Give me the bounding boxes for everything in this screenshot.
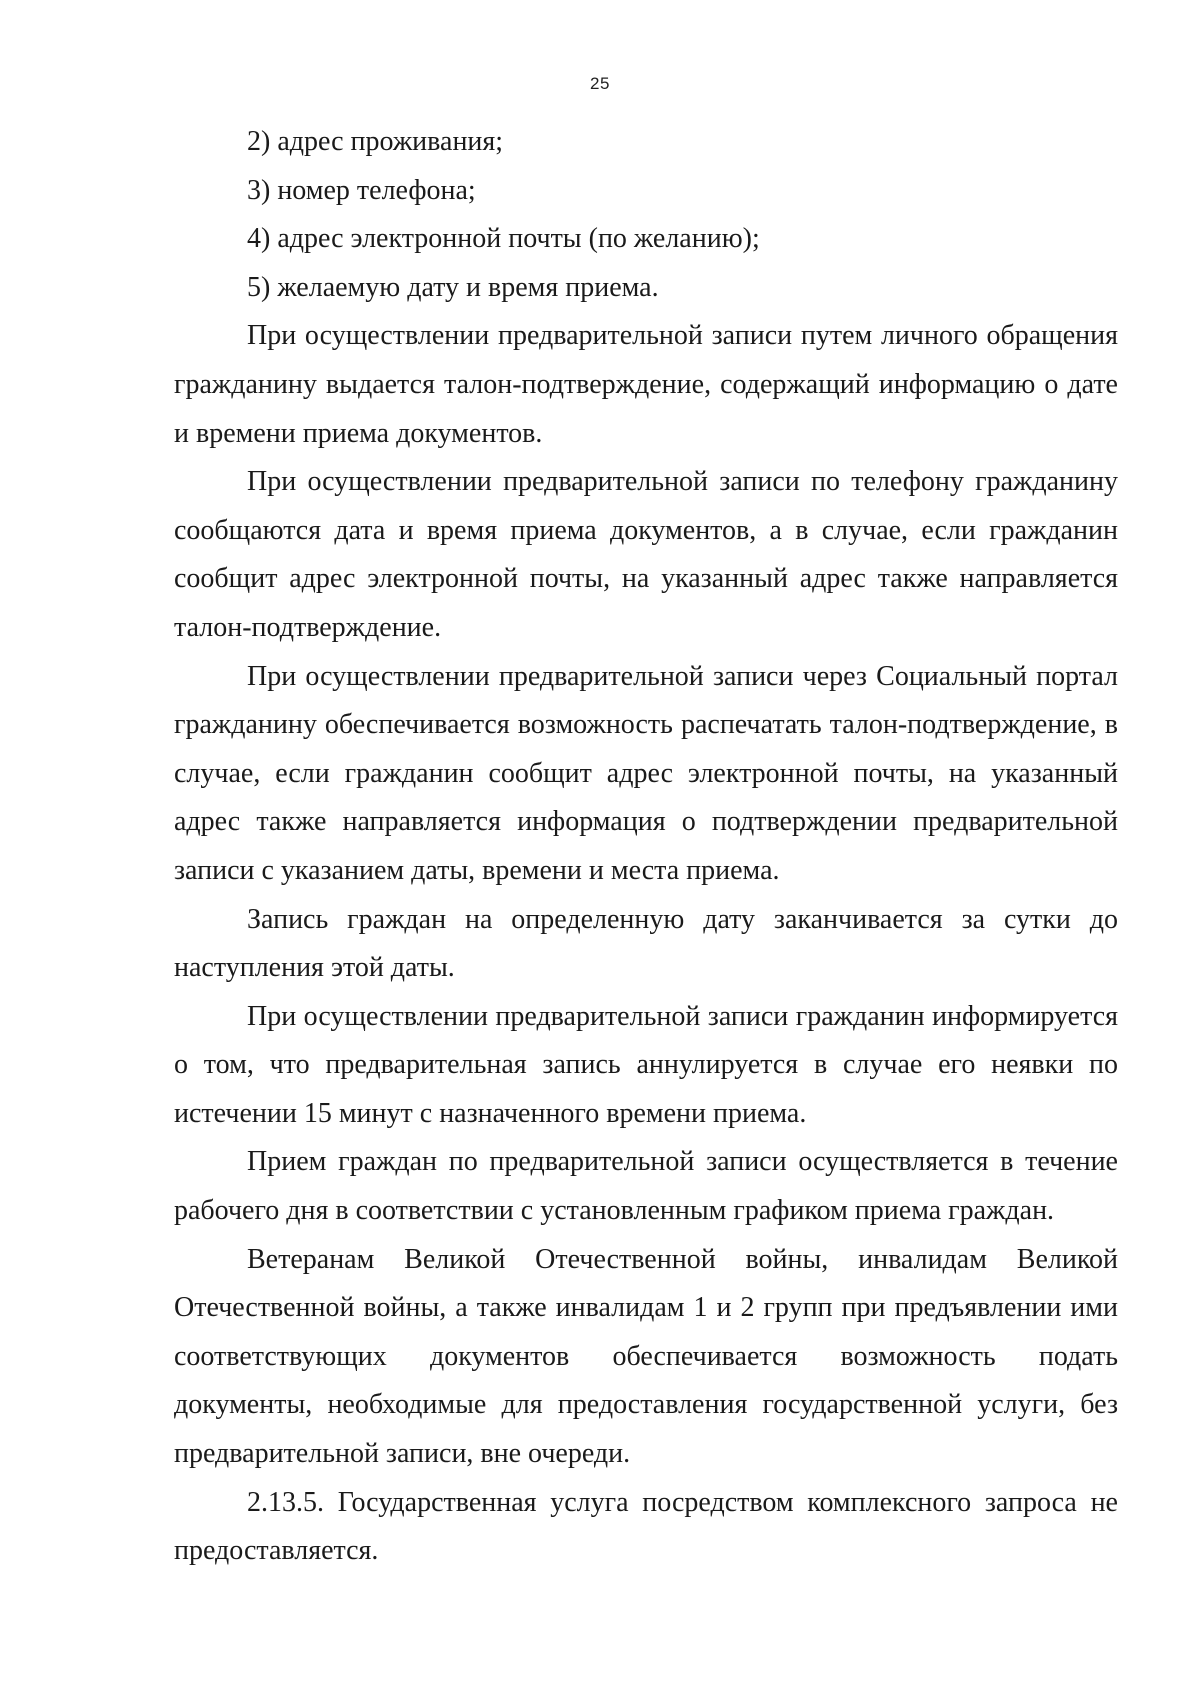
paragraph-social-portal: При осуществлении предварительной записи через Социальный портал гражданину обеспечивается возможность распечатать талон-подтверждение, в случае, если гражданин сообщит адрес электронной почты, на указанный адрес также направляется информация о подтверждении предварительной записи с указанием даты, времени и места приема. — [174, 660, 1118, 886]
paragraph-reception-hours: Прием граждан по предварительной записи осуществляется в течение рабочего дня в соответствии с установленным графиком приема граждан. — [174, 1146, 1118, 1227]
list-item-desired-date: 5) желаемую дату и время приема. — [247, 271, 659, 303]
paragraph-booking-deadline: Запись граждан на определенную дату заканчивается за сутки до наступления этой даты. — [174, 903, 1118, 984]
list-item-email: 4) адрес электронной почты (по желанию); — [247, 223, 760, 255]
paragraph-cancellation-notice: При осуществлении предварительной записи гражданин информируется о том, что предварительная запись аннулируется в случае его неявки по истечении 15 минут с назначенного времени приема. — [174, 1000, 1118, 1129]
paragraph-personal-visit: При осуществлении предварительной записи путем личного обращения гражданину выдается талон-подтверждение, содержащий информацию о дате и времени приема документов. — [174, 320, 1118, 449]
paragraph-phone-booking: При осуществлении предварительной записи по телефону гражданину сообщаются дата и время приема документов, а в случае, если гражданин сообщит адрес электронной почты, на указанный адрес также направляется талон-подтверждение. — [174, 466, 1118, 643]
page-content — [174, 118, 1118, 1576]
paragraph-complex-request: 2.13.5. Государственная услуга посредством комплексного запроса не предоставляется. — [174, 1486, 1118, 1567]
paragraph-priority-veterans: Ветеранам Великой Отечественной войны, инвалидам Великой Отечественной войны, а также инвалидам 1 и 2 групп при предъявлении ими соответствующих документов обеспечивается возможность подать документы, необходимые для предоставления государственной услуги, без предварительной записи, вне очереди. — [174, 1243, 1118, 1470]
page-number: 25 — [590, 74, 610, 93]
list-item-phone: 3) номер телефона; — [247, 174, 476, 206]
list-item-address: 2) адрес проживания; — [247, 126, 504, 157]
